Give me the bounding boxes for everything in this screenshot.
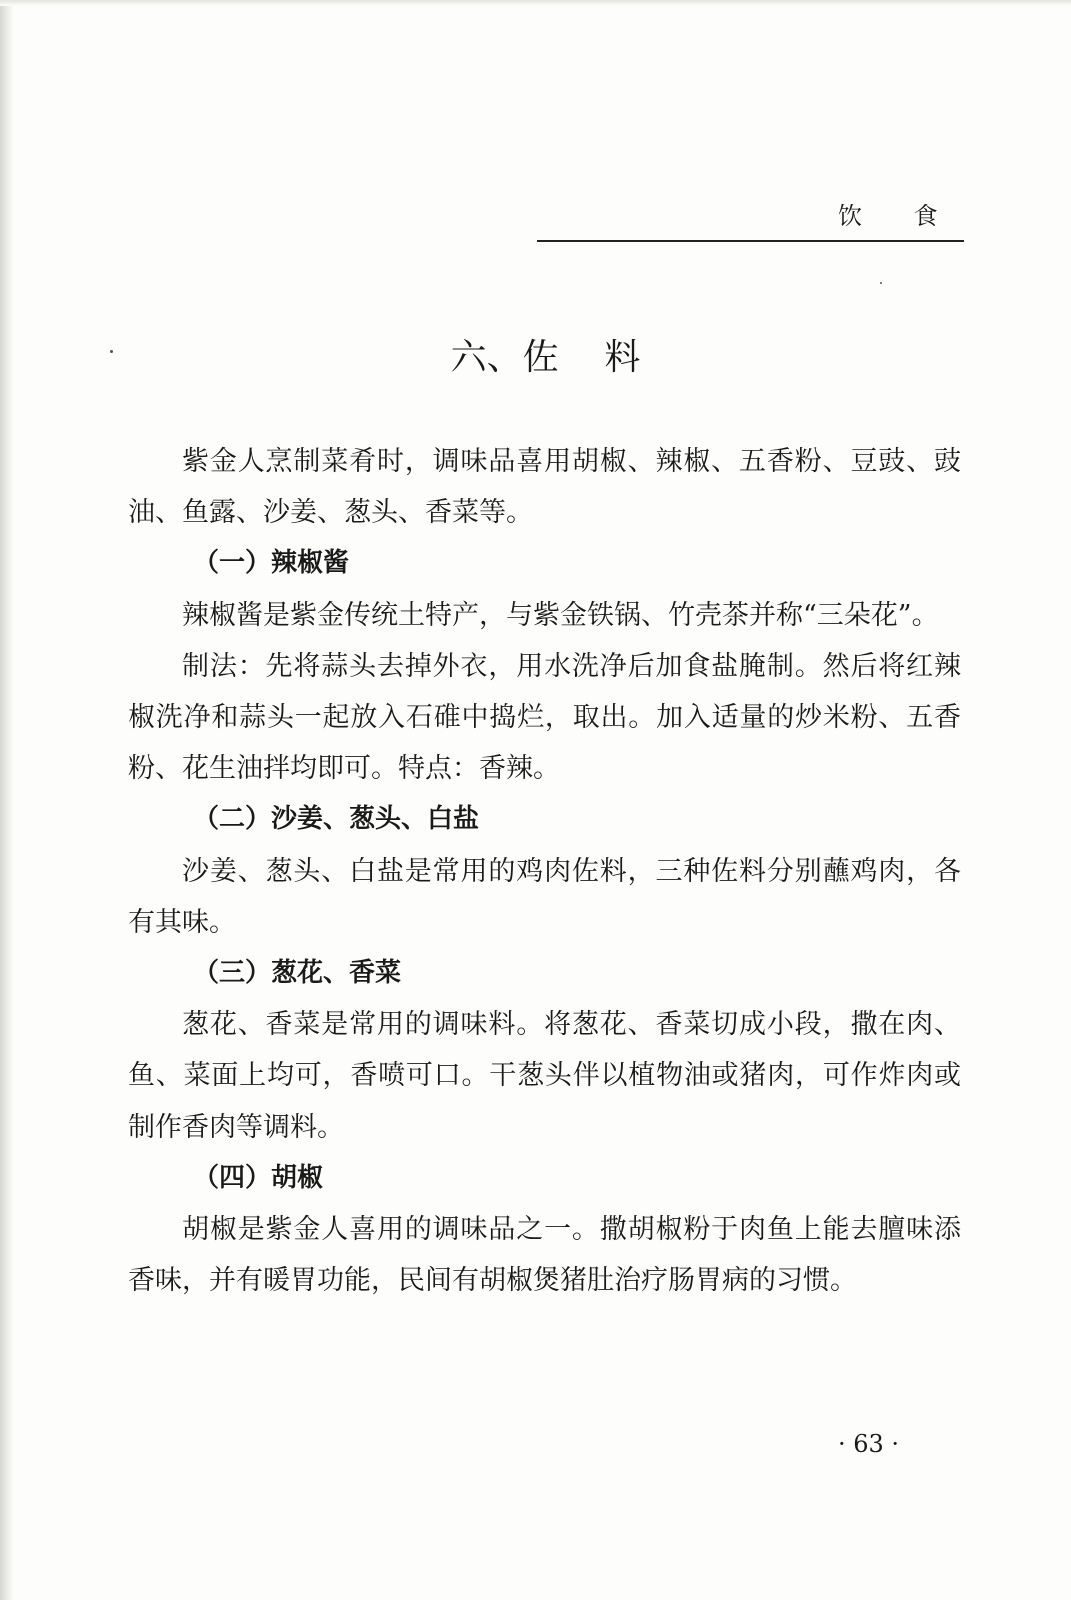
page-body <box>128 436 961 1306</box>
section-paragraph: 制法：先将蒜头去掉外衣，用水洗净后加食盐腌制。然后将红辣椒洗净和蒜头一起放入石碓中捣烂，取出。加入适量的炒米粉、五香粉、花生油拌均即可。特点：香辣。 <box>128 650 961 785</box>
section-paragraph: 胡椒是紫金人喜用的调味品之一。撒胡椒粉于肉鱼上能去膻味添香味，并有暖胃功能，民间有胡椒煲猪肚治疗肠胃病的习惯。 <box>128 1214 961 1297</box>
section-paragraph: 葱花、香菜是常用的调味料。将葱花、香菜切成小段，撒在肉、鱼、菜面上均可，香喷可口。干葱头伴以植物油或猪肉，可作炸肉或制作香肉等调料。 <box>128 1009 961 1143</box>
scan-speck <box>880 282 882 284</box>
running-head: 饮 食 <box>838 202 960 230</box>
section-heading: （一）辣椒酱 <box>193 548 350 579</box>
scan-speck <box>110 350 113 353</box>
section-heading: （四）胡椒 <box>193 1162 324 1193</box>
page-number: · 63 · <box>838 1430 900 1458</box>
header-rule <box>537 240 964 242</box>
section-paragraph: 沙姜、葱头、白盐是常用的鸡肉佐料，三种佐料分别蘸鸡肉，各有其味。 <box>128 855 961 938</box>
section-paragraph: 辣椒酱是紫金传统土特产，与紫金铁锅、竹壳茶并称“三朵花”。 <box>182 599 939 631</box>
chapter-title: 六、佐 料 <box>450 337 641 378</box>
scan-shadow-top <box>0 0 1071 6</box>
section-4 <box>128 1153 961 1307</box>
section-heading: （二）沙姜、葱头、白盐 <box>193 804 480 835</box>
scan-shadow-left <box>0 0 14 1600</box>
section-3 <box>128 948 961 1153</box>
intro-paragraph: 紫金人烹制菜肴时，调味品喜用胡椒、辣椒、五香粉、豆豉、豉油、鱼露、沙姜、葱头、香菜等。 <box>128 446 961 529</box>
section-2 <box>128 794 961 948</box>
section-heading: （三）葱花、香菜 <box>193 958 402 989</box>
section-1 <box>128 538 961 794</box>
